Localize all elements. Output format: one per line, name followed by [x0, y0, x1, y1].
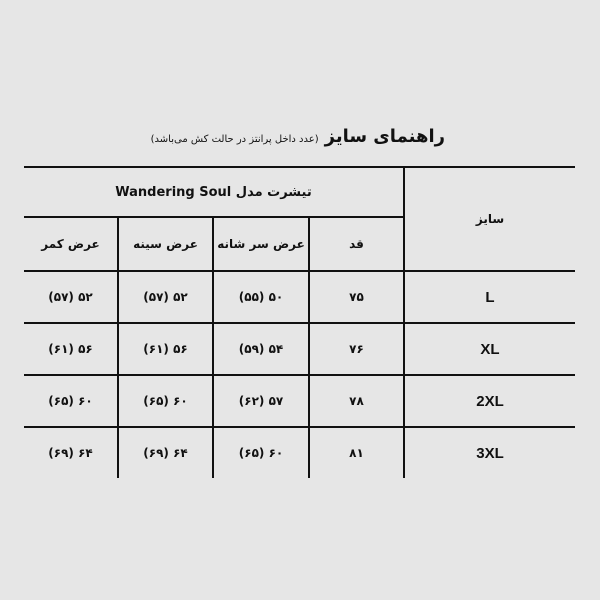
table-cell: ۸۱ [349, 446, 364, 460]
size-label-l: L [485, 288, 495, 306]
table-cell: ۷۸ [349, 394, 364, 408]
column-header-chest: عرض سینه [133, 237, 198, 251]
title-note: (عدد داخل پرانتز در حالت کش می‌باشد) [150, 134, 319, 145]
column-header-height: قد [349, 237, 364, 251]
column-header-waist: عرض کمر [41, 237, 100, 251]
table-cell: ۶۴ (۶۹) [143, 446, 188, 460]
size-label-2xl: 2XL [476, 392, 504, 410]
page-title [0, 126, 445, 150]
table-cell: ۶۰ (۶۵) [48, 394, 93, 408]
table-cell: ۵۶ (۶۱) [48, 342, 93, 356]
title-main: راهنمای سایز [324, 126, 445, 147]
table-cell: ۷۶ [349, 342, 364, 356]
table-cell: ۵۷ (۶۲) [238, 394, 284, 408]
table-cell: ۷۵ [349, 290, 364, 304]
table-cell: ۵۴ (۵۹) [238, 342, 284, 356]
table-cell: ۵۶ (۶۱) [143, 342, 188, 356]
table-cell: ۶۰ (۶۵) [143, 394, 188, 408]
table-cell: ۵۲ (۵۷) [143, 290, 188, 304]
table-cell: ۶۰ (۶۵) [238, 446, 284, 460]
column-header-shoulder: عرض سر شانه [217, 237, 305, 251]
table-cell: ۵۲ (۵۷) [48, 290, 93, 304]
size-label-xl: XL [480, 340, 500, 358]
size-header: سایز [475, 212, 505, 226]
model-header: تیشرت مدل Wandering Soul [115, 184, 312, 200]
size-label-3xl: 3XL [476, 444, 504, 462]
table-cell: ۵۰ (۵۵) [238, 290, 284, 304]
table-cell: ۶۴ (۶۹) [48, 446, 93, 460]
